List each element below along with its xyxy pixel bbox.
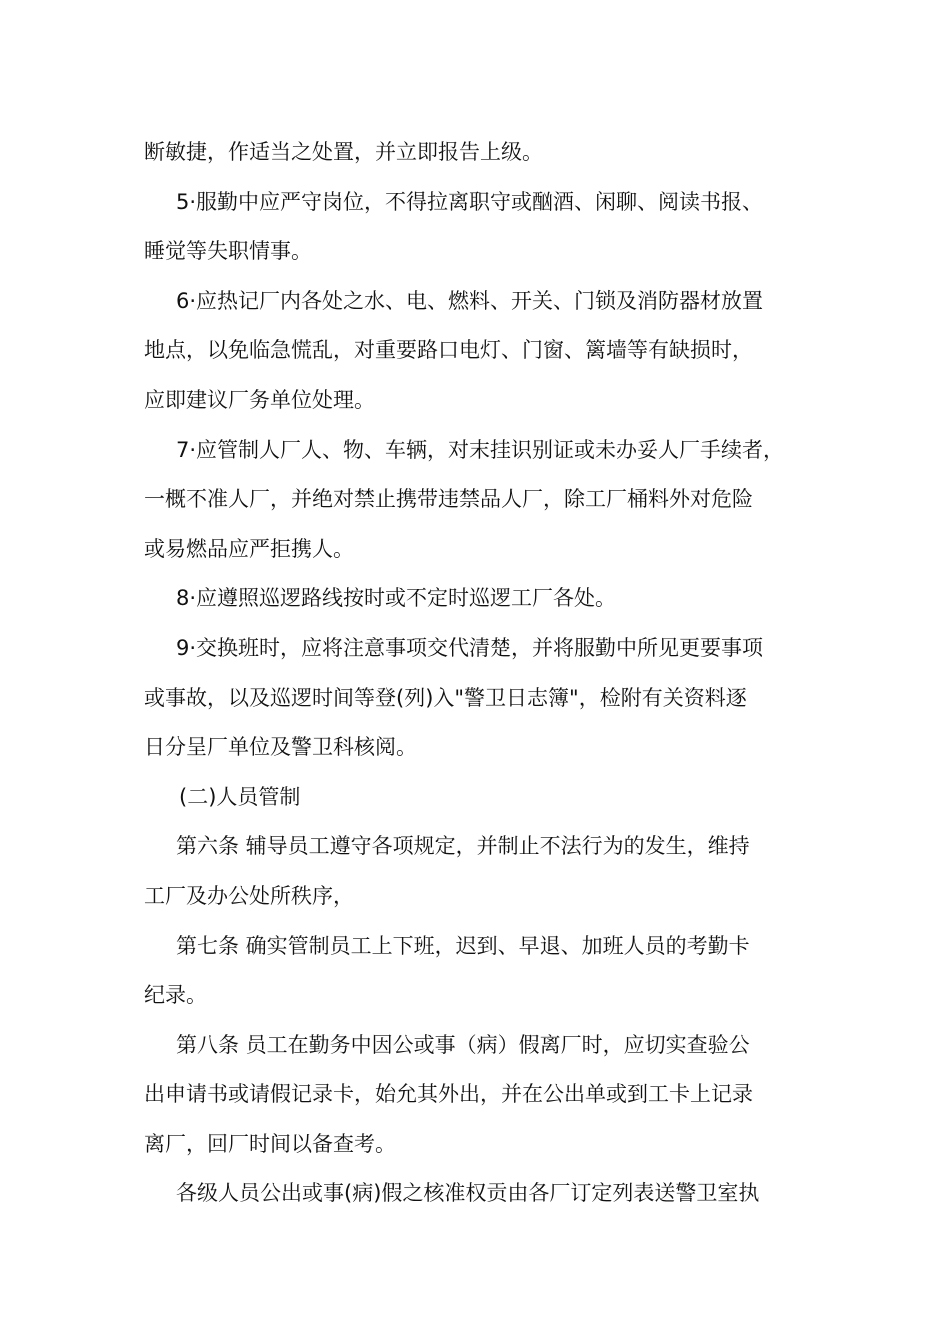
text-line-15: 第六条 辅导员工遵守各项规定，并制止不法行为的发生，维持: [176, 834, 750, 859]
section-heading: (二)人员管制: [179, 784, 301, 809]
text-line-6: 应即建议厂务单位处理。: [144, 387, 375, 412]
text-line-21: 离厂，回厂时间以备查考。: [144, 1131, 396, 1156]
text-line-22: 各级人员公出或事(病)假之核准权贡由各厂订定列表送警卫室执: [176, 1181, 760, 1206]
text-line-19: 第八条 员工在勤务中因公或事（病）假离厂时，应切实查验公: [176, 1032, 750, 1057]
text-line-13: 日分呈厂单位及警卫科核阅。: [144, 735, 417, 760]
text-line-17: 第七条 确实管制员工上下班，迟到、早退、加班人员的考勤卡: [176, 933, 750, 958]
text-line-10: 8·应遵照巡逻路线按时或不定时巡逻工厂各处。: [176, 586, 617, 611]
text-line-1: 断敏捷，作适当之处置，并立即报告上级。: [144, 140, 543, 164]
text-line-3: 睡觉等失职情事。: [144, 239, 312, 264]
text-line-9: 或易燃品应严拒携人。: [144, 536, 354, 561]
text-line-18: 纪录。: [144, 983, 207, 1008]
text-line-11: 9·交换班时，应将注意事项交代清楚，并将服勤中所见更要事项: [176, 635, 764, 660]
text-line-2: 5·服勤中应严守岗位，不得拉离职守或酗酒、闲聊、阅读书报、: [176, 189, 764, 214]
text-line-7: 7·应管制人厂人、物、车辆，对末挂识别证或未办妥人厂手续者，: [176, 437, 785, 462]
text-line-4: 6·应热记厂内各处之水、电、燃料、开关、门锁及消防器材放置: [176, 288, 764, 313]
text-line-8: 一概不准人厂，并绝对禁止携带违禁品人厂，除工厂桶料外对危险: [144, 487, 753, 512]
text-line-12: 或事故，以及巡逻时间等登(列)入"警卫日志簿"，检附有关资料逐: [144, 685, 747, 710]
text-line-16: 工厂及办公处所秩序，: [144, 883, 354, 908]
text-line-20: 出申请书或请假记录卡，始允其外出，并在公出单或到工卡上记录: [144, 1082, 753, 1107]
text-line-5: 地点，以免临急慌乱，对重要路口电灯、门窗、篱墙等有缺损时，: [144, 338, 753, 363]
document-body: [144, 128, 834, 1219]
